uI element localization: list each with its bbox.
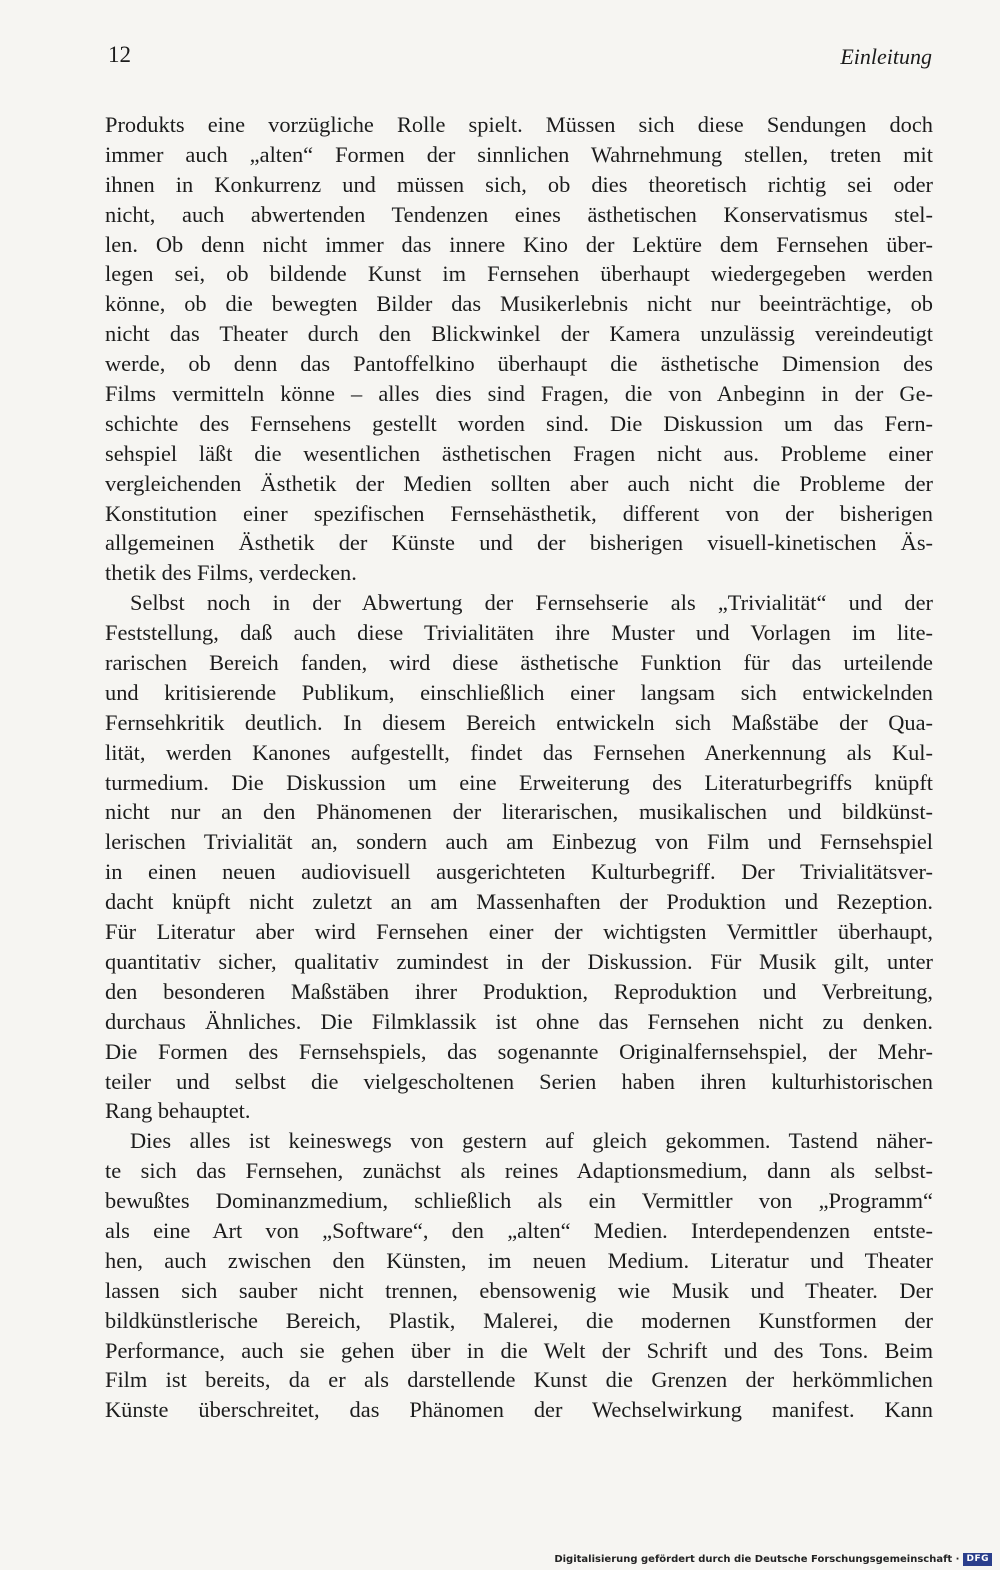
text-line: Fernsehkritik deutlich. In diesem Bereich entwickeln sich Maßstäbe der Qua- — [105, 709, 933, 735]
text-line: Feststellung, daß auch diese Trivialitäten ihre Muster und Vorlagen im lite- — [105, 620, 933, 646]
dfg-logo: DFG — [963, 1553, 992, 1566]
text-line: Performance, auch sie gehen über in die Welt der Schrift und des Tons. Beim — [105, 1337, 933, 1363]
text-line: Films vermitteln könne – alles dies sind Fragen, die von Anbeginn in der Ge- — [105, 381, 933, 407]
text-line: te sich das Fernsehen, zunächst als reines Adaptionsmedium, dann als selbst- — [105, 1158, 933, 1184]
text-line: nicht das Theater durch den Blickwinkel der Kamera unzulässig vereindeutigt — [105, 321, 933, 347]
text-line: sehspiel läßt die wesentlichen ästhetischen Fragen nicht aus. Probleme einer — [105, 440, 933, 466]
text-line: Selbst noch in der Abwertung der Fernsehserie als „Trivialität“ und der — [130, 590, 933, 616]
text-line: teiler und selbst die vielgescholtenen Serien haben ihren kulturhistorischen — [105, 1068, 933, 1094]
text-line: vergleichenden Ästhetik der Medien sollten aber auch nicht die Probleme der — [105, 470, 933, 496]
page-number: 12 — [108, 42, 131, 67]
text-line: Rang behauptet. — [105, 1098, 251, 1124]
text-line: den besonderen Maßstäben ihrer Produktion, Reproduktion und Verbreitung, — [105, 978, 933, 1004]
text-line: ihnen in Konkurrenz und müssen sich, ob dies theoretisch richtig sei oder — [105, 171, 933, 197]
text-line: dacht knüpft nicht zuletzt an am Massenhaften der Produktion und Rezeption. — [105, 889, 933, 915]
text-line: Die Formen des Fernsehspiels, das sogenannte Originalfernsehspiel, der Mehr- — [105, 1038, 933, 1064]
text-line: Film ist bereits, da er als darstellende Kunst die Grenzen der herkömmlichen — [105, 1367, 933, 1393]
text-line: Für Literatur aber wird Fernsehen einer der wichtigsten Vermittler überhaupt, — [105, 919, 933, 945]
text-line: rarischen Bereich fanden, wird diese ästhetische Funktion für das urteilende — [105, 650, 933, 676]
text-line: als eine Art von „Software“, den „alten“ Medien. Interdependenzen entste- — [105, 1217, 933, 1243]
text-line: nicht nur an den Phänomenen der literarischen, musikalischen und bildkünst- — [105, 799, 933, 825]
text-line: lität, werden Kanones aufgestellt, findet das Fernsehen Anerkennung als Kul- — [105, 739, 933, 765]
text-line: immer auch „alten“ Formen der sinnlichen Wahrnehmung stellen, treten mit — [105, 141, 933, 167]
text-line: len. Ob denn nicht immer das innere Kino der Lektüre dem Fernsehen über- — [105, 231, 933, 257]
text-line: lassen sich sauber nicht trennen, ebensowenig wie Musik und Theater. Der — [105, 1277, 933, 1303]
text-line: in einen neuen audiovisuell ausgerichteten Kulturbegriff. Der Trivialitätsver- — [105, 859, 933, 885]
text-line: lerischen Trivialität an, sondern auch am Einbezug von Film und Fernsehspiel — [105, 829, 933, 855]
text-line: legen sei, ob bildende Kunst im Fernsehen überhaupt wiedergegeben werden — [105, 261, 933, 287]
body-text — [105, 110, 933, 1425]
text-line: quantitativ sicher, qualitativ zumindest in der Diskussion. Für Musik gilt, unter — [105, 948, 933, 974]
text-line: bildkünstlerische Bereich, Plastik, Malerei, die modernen Kunstformen der — [105, 1307, 933, 1333]
digitization-credit-text: Digitalisierung gefördert durch die Deutsche Forschungsgemeinschaft · — [554, 1554, 960, 1565]
digitization-credit — [554, 1553, 992, 1566]
text-line: Künste überschreitet, das Phänomen der Wechselwirkung manifest. Kann — [105, 1397, 933, 1423]
text-line: schichte des Fernsehens gestellt worden sind. Die Diskussion um das Fern- — [105, 410, 933, 436]
text-line: durchaus Ähnliches. Die Filmklassik ist ohne das Fernsehen nicht zu denken. — [105, 1008, 933, 1034]
text-line: und kritisierende Publikum, einschließlich einer langsam sich entwickelnden — [105, 679, 933, 705]
text-line: nicht, auch abwertenden Tendenzen eines ästhetischen Konservatismus stel- — [105, 201, 933, 227]
text-line: turmedium. Die Diskussion um eine Erweiterung des Literaturbegriffs knüpft — [105, 769, 933, 795]
text-line: könne, ob die bewegten Bilder das Musikerlebnis nicht nur beeinträchtige, ob — [105, 291, 933, 317]
text-line: werde, ob denn das Pantoffelkino überhaupt die ästhetische Dimension des — [105, 351, 933, 377]
text-line: thetik des Films, verdecken. — [105, 560, 357, 586]
text-line: Konstitution einer spezifischen Fernsehästhetik, different von der bisherigen — [105, 500, 933, 526]
running-head: Einleitung — [840, 44, 932, 69]
text-line: bewußtes Dominanzmedium, schließlich als ein Vermittler von „Programm“ — [105, 1188, 933, 1214]
text-line: Dies alles ist keineswegs von gestern auf gleich gekommen. Tastend näher- — [130, 1128, 933, 1154]
text-line: Produkts eine vorzügliche Rolle spielt. Müssen sich diese Sendungen doch — [105, 112, 933, 137]
text-line: allgemeinen Ästhetik der Künste und der bisherigen visuell-kinetischen Äs- — [105, 530, 933, 556]
text-line: hen, auch zwischen den Künsten, im neuen Medium. Literatur und Theater — [105, 1247, 933, 1273]
